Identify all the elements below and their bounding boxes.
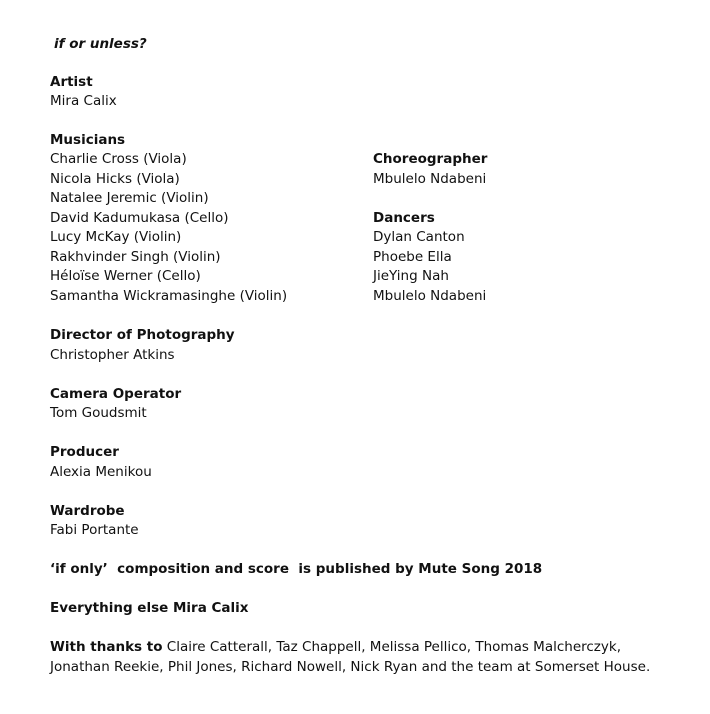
thanks-line-1 (50, 638, 621, 656)
dancers-heading: Dancers (373, 210, 435, 226)
musician-item: Lucy McKay (Violin) (50, 229, 182, 245)
artist-name: Mira Calix (50, 93, 117, 109)
everything-else-credit: Everything else Mira Calix (50, 600, 249, 616)
musicians-heading: Musicians (50, 132, 126, 148)
thanks-label: With thanks to (50, 639, 163, 655)
dop-heading: Director of Photography (50, 327, 235, 343)
musician-item: Héloïse Werner (Cello) (50, 268, 201, 284)
dancer-item: Dylan Canton (373, 229, 465, 245)
dancer-item: Mbulelo Ndabeni (373, 288, 487, 304)
musician-item: David Kadumukasa (Cello) (50, 210, 229, 226)
page-title: if or unless? (54, 36, 147, 52)
camera-operator-heading: Camera Operator (50, 386, 182, 402)
wardrobe-heading: Wardrobe (50, 503, 125, 519)
producer-heading: Producer (50, 444, 119, 460)
musician-item: Rakhvinder Singh (Violin) (50, 249, 221, 265)
dancer-item: JieYing Nah (373, 268, 449, 284)
musician-item: Samantha Wickramasinghe (Violin) (50, 288, 288, 304)
thanks-line-2: Jonathan Reekie, Phil Jones, Richard Nowell, Nick Ryan and the team at Somerset House. (50, 659, 651, 675)
choreographer-name: Mbulelo Ndabeni (373, 171, 487, 187)
choreographer-heading: Choreographer (373, 151, 488, 167)
thanks-names-1: Claire Catterall, Taz Chappell, Melissa Pellico, Thomas Malcherczyk, (162, 639, 621, 655)
artist-heading: Artist (50, 74, 93, 90)
musician-item: Natalee Jeremic (Violin) (50, 190, 209, 206)
dop-name: Christopher Atkins (50, 347, 175, 363)
publishing-note: ‘if only’ composition and score is published by Mute Song 2018 (50, 561, 543, 577)
producer-name: Alexia Menikou (50, 464, 152, 480)
musician-item: Nicola Hicks (Viola) (50, 171, 180, 187)
wardrobe-name: Fabi Portante (50, 522, 139, 538)
dancer-item: Phoebe Ella (373, 249, 452, 265)
musician-item: Charlie Cross (Viola) (50, 151, 187, 167)
camera-operator-name: Tom Goudsmit (50, 405, 147, 421)
